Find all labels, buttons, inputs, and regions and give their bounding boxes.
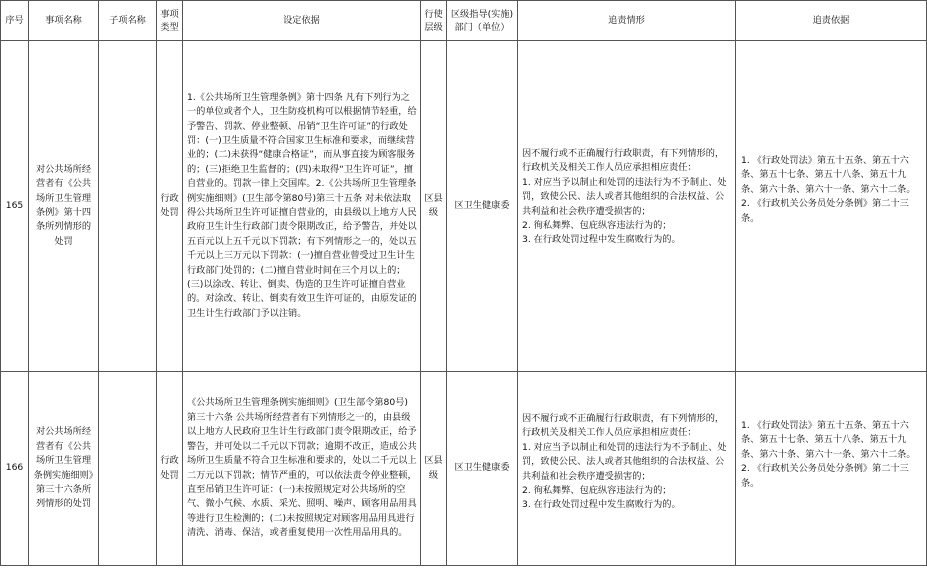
item-type-cell: 行政处罚 — [157, 41, 183, 372]
header-basis: 设定依据 — [183, 1, 421, 41]
table-row — [1, 41, 927, 372]
accountability-item: 3. 在行政处罚过程中发生腐败行为的。 — [522, 499, 681, 511]
accountability-basis-cell — [736, 41, 927, 372]
accountability-item: 2. 徇私舞弊、包庇纵容违法行为的； — [522, 485, 672, 497]
accountability-item: 3. 在行政处罚过程中发生腐败行为的。 — [522, 234, 681, 246]
accountability-item: 1. 对应当予以制止和处罚的违法行为不予制止、处罚，致使公民、法人或者其他组织的合法权益、公共利益和社会秩序遭受损害的； — [522, 176, 727, 217]
header-accountability: 追责情形 — [518, 1, 736, 41]
basis-cell: 《公共场所卫生管理条例实施细则》(卫生部令第80号)第三十六条 公共场所经营者有下列情形之一的，由县级以上地方人民政府卫生计生行政部门责令限期改正，给予警告，并可处以二千元以下罚款；逾期不改正，造成公共场所卫生质量不符合卫生标准和要求的，处以二千元以上二万元以下罚款；情节严重的，可以依法责令停业整顿，直至吊销卫生许可证：(一)未按照规定对公共场所的空气、微小气候、水质、采光、照明、噪声、顾客用品用具等进行卫生检测的；(二)未按照规定对顾客用品用具进行清洗、消毒、保洁，或者重复使用一次性用品用具的。 — [183, 372, 421, 566]
header-item-type: 事项类型 — [157, 1, 183, 41]
dept-cell: 区卫生健康委 — [447, 372, 518, 566]
seq-cell: 166 — [1, 372, 29, 566]
accountability-basis-item: 1. 《行政处罚法》第五十五条、第五十六条、第五十七条、第五十八条、第五十九条、第六十条、第六十一条、第六十二条。 — [741, 155, 916, 195]
header-seq: 序号 — [1, 1, 29, 41]
accountability-basis-item: 2. 《行政机关公务员处分条例》第二十三条。 — [741, 198, 909, 224]
seq-cell: 165 — [1, 41, 29, 372]
basis-cell: 1.《公共场所卫生管理条例》第十四条 凡有下列行为之一的单位或者个人，卫生防疫机构可以根据情节轻重，给予警告、罚款、停业整顿、吊销“卫生许可证”的行政处罚：(一)卫生质量不符合国家卫生标准和要求，而继续营业的；(二)未获得“健康合格证”，而从事直接为顾客服务的；(三)拒绝卫生监督的；(四)未取得“卫生许可证”，擅自营业的。罚款一律上交国库。2.《公共场所卫生管理条例实施细则》(卫生部令第80号)第三十五条 对未依法取得公共场所卫生许可证擅自营业的，由县级以上地方人民政府卫生计生行政部门责令限期改正，给予警告，并处以五百元以上五千元以下罚款；有下列情形之一的，处以五千元以上三万元以下罚款：(一)擅自营业曾受过卫生计生行政部门处罚的；(二)擅自营业时间在三个月以上的；(三)以涂改、转让、倒卖、伪造的卫生许可证擅自营业的。对涂改、转让、倒卖有效卫生许可证的，由原发证的卫生计生行政部门予以注销。 — [183, 41, 421, 372]
table-row — [1, 372, 927, 566]
item-type-cell: 行政处罚 — [157, 372, 183, 566]
header-accountability-basis: 追责依据 — [736, 1, 927, 41]
accountability-basis-item: 2. 《行政机关公务员处分条例》第二十三条。 — [741, 463, 909, 489]
accountability-cell — [518, 41, 736, 372]
level-cell: 区县级 — [421, 372, 447, 566]
header-dept: 区级指导(实施)部门（单位） — [447, 1, 518, 41]
item-name-cell: 对公共场所经营者有《公共场所卫生管理条例实施细则》第三十六条所列情形的处罚 — [29, 372, 99, 566]
item-name-cell: 对公共场所经营者有《公共场所卫生管理条例》第十四条所列情形的处罚 — [29, 41, 99, 372]
level-cell: 区县级 — [421, 41, 447, 372]
dept-cell: 区卫生健康委 — [447, 41, 518, 372]
sub-name-cell — [99, 41, 157, 372]
header-row — [1, 1, 927, 41]
header-level: 行使层级 — [421, 1, 447, 41]
accountability-item: 1. 对应当予以制止和处罚的违法行为不予制止、处罚，致使公民、法人或者其他组织的合法权益、公共利益和社会秩序遭受损害的； — [522, 441, 727, 482]
accountability-intro: 因不履行或不正确履行行政职责，有下列情形的，行政机关及相关工作人员应承担相应责任： — [522, 148, 725, 174]
header-item-name: 事项名称 — [29, 1, 99, 41]
accountability-intro: 因不履行或不正确履行行政职责，有下列情形的，行政机关及相关工作人员应承担相应责任： — [522, 413, 725, 439]
accountability-item: 2. 徇私舞弊、包庇纵容违法行为的； — [522, 220, 672, 232]
accountability-cell — [518, 372, 736, 566]
accountability-basis-item: 1. 《行政处罚法》第五十五条、第五十六条、第五十七条、第五十八条、第五十九条、第六十条、第六十一条、第六十二条。 — [741, 420, 916, 460]
header-sub-name: 子项名称 — [99, 1, 157, 41]
accountability-basis-cell — [736, 372, 927, 566]
sub-name-cell — [99, 372, 157, 566]
